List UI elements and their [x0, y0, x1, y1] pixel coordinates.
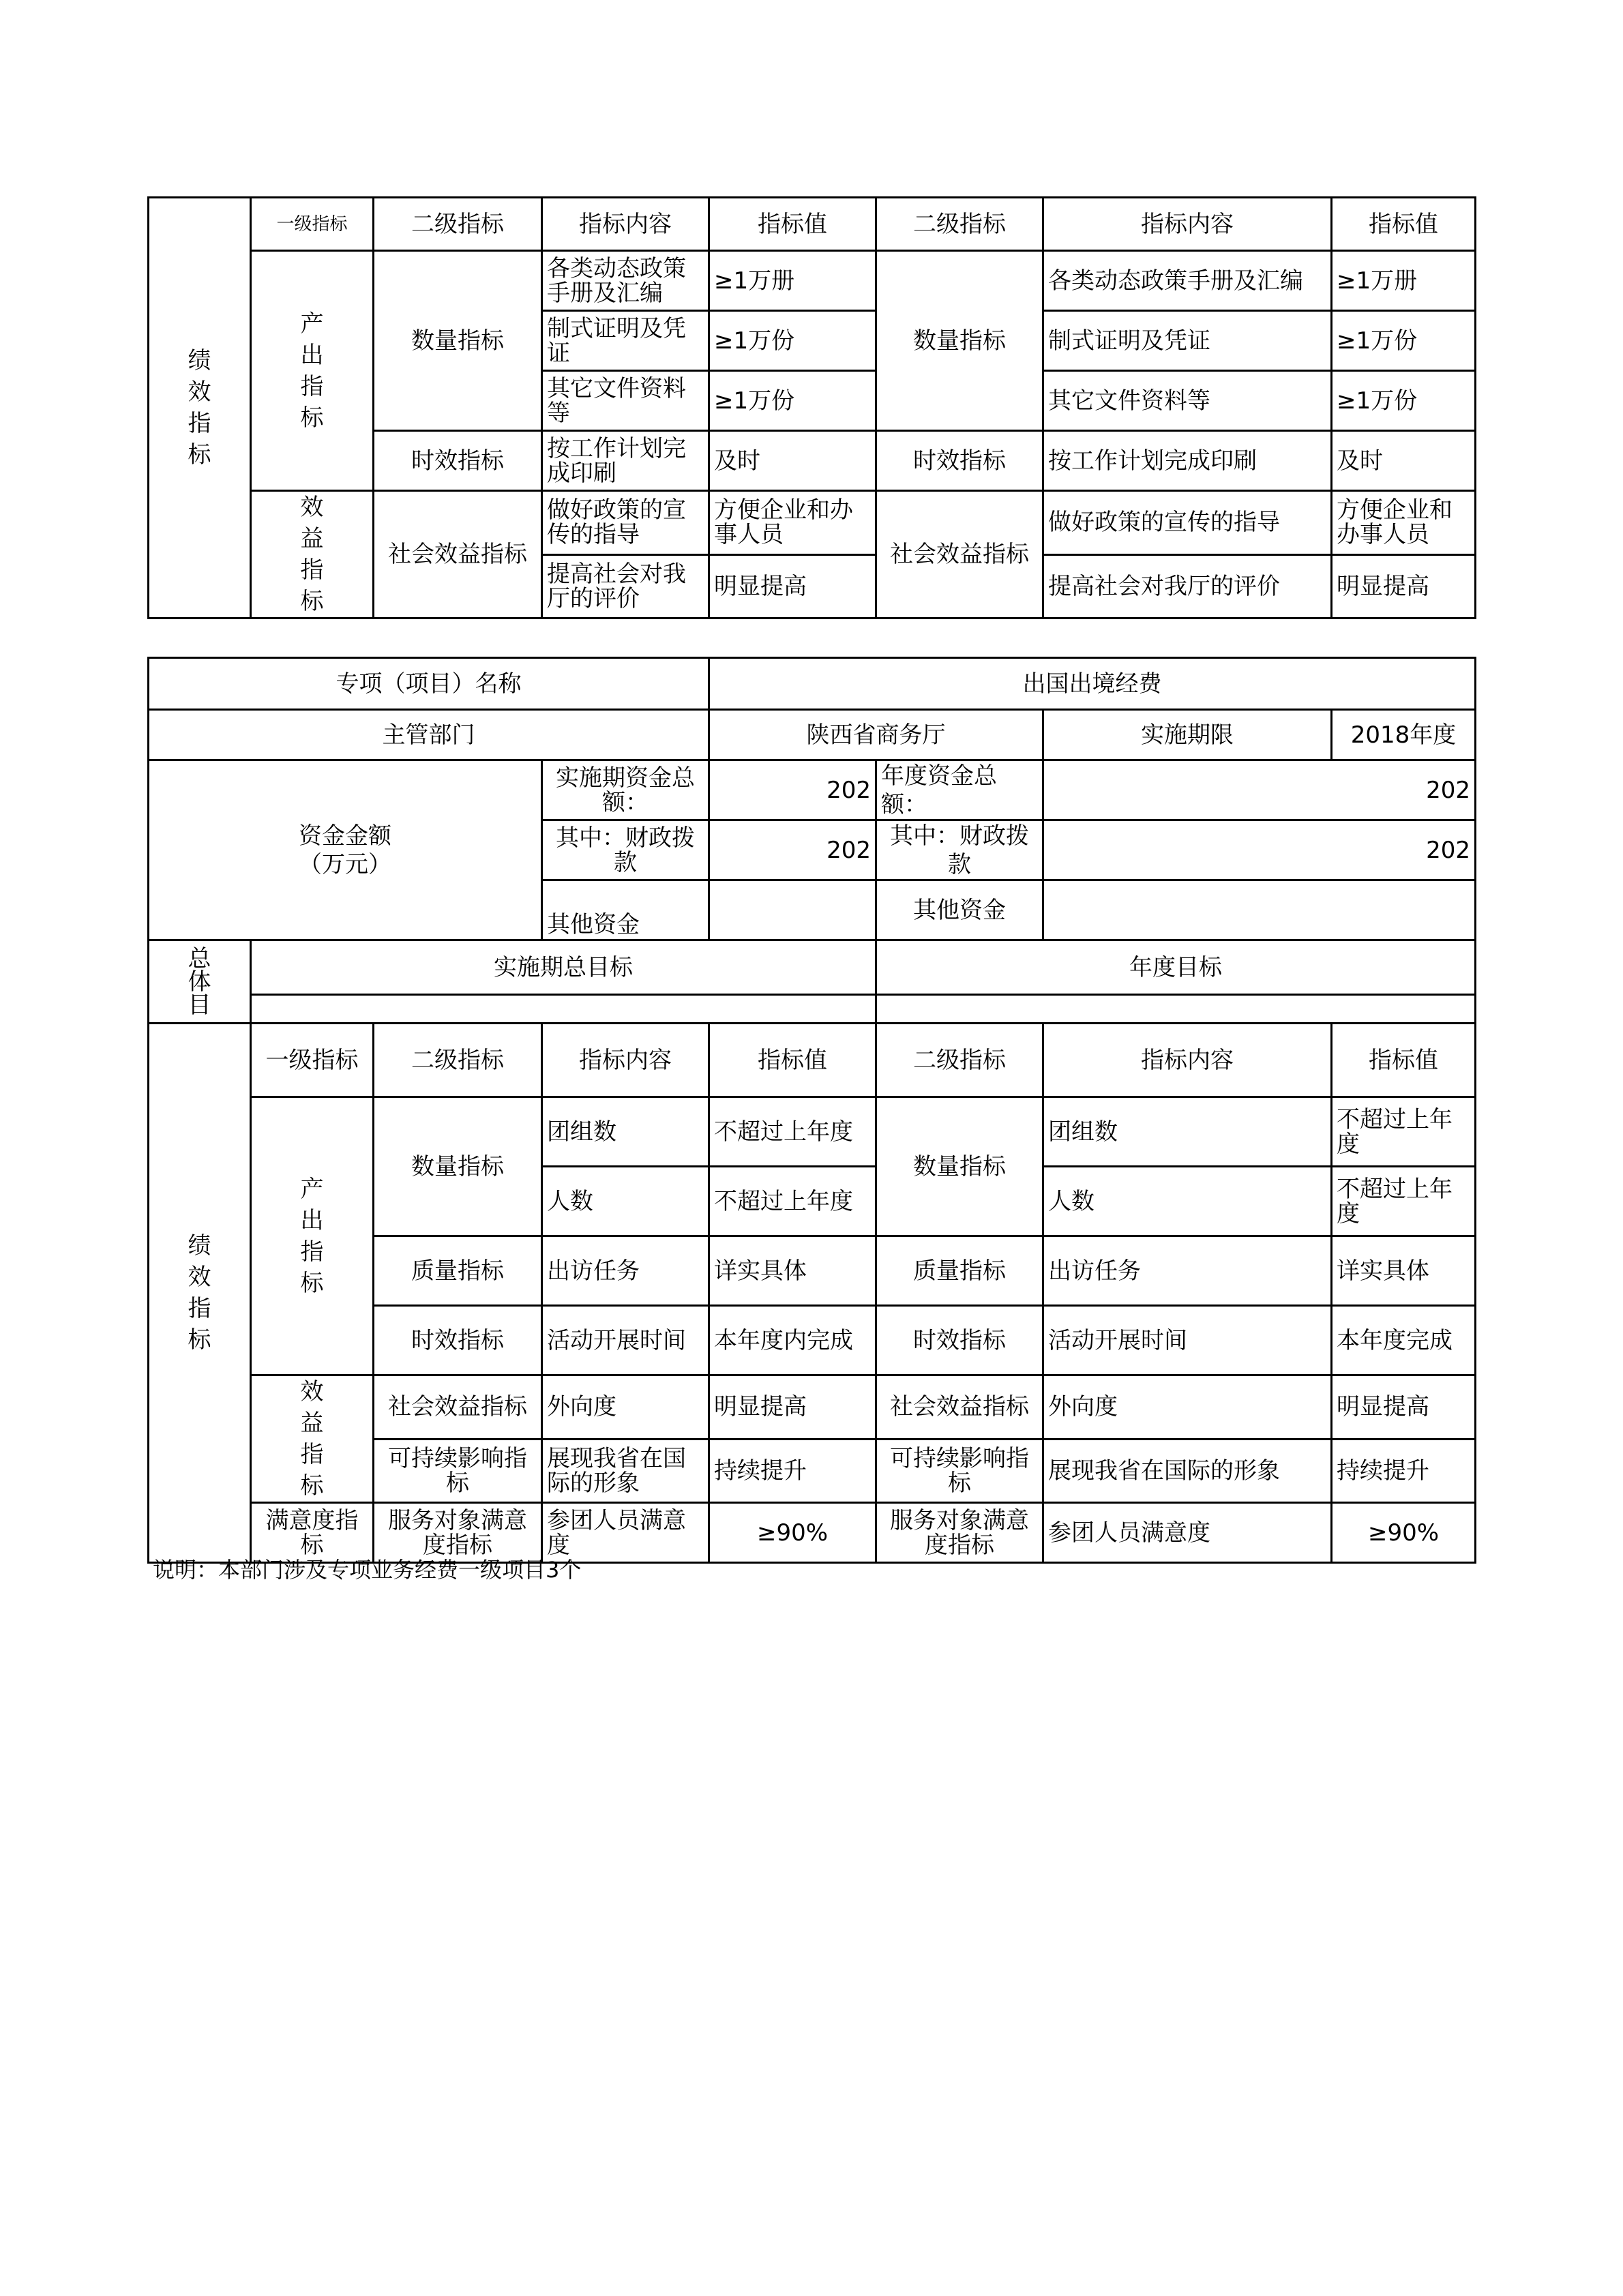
project-name-label: 专项（项目）名称 — [149, 658, 709, 710]
sustainability-label: 可持续影响指标 — [374, 1439, 542, 1503]
timeliness-indicator-label: 时效指标 — [374, 1306, 542, 1375]
indicator-value: 持续提升 — [709, 1439, 876, 1503]
indicator-content-annual: 提高社会对我厅的评价 — [1043, 554, 1332, 618]
indicator-value: 不超过上年度 — [709, 1167, 876, 1236]
fiscal-funds-label: 其中：财政拨款 — [542, 820, 709, 880]
indicator-value: ≥90% — [709, 1503, 876, 1563]
indicator-value: 明显提高 — [709, 1375, 876, 1440]
goal-annual-label: 年度目标 — [876, 940, 1476, 995]
indicator-value-annual: 不超过上年度 — [1332, 1097, 1476, 1167]
indicator-value-annual: 不超过上年度 — [1332, 1167, 1476, 1236]
indicator-content: 人数 — [542, 1167, 709, 1236]
indicator-value-annual: 持续提升 — [1332, 1439, 1476, 1503]
quantity-indicator-label-annual: 数量指标 — [876, 251, 1043, 431]
output-indicator-label: 产 出 指 标 — [251, 1097, 374, 1375]
social-benefit-label-annual: 社会效益指标 — [876, 1375, 1043, 1440]
dept-label: 主管部门 — [149, 710, 709, 760]
indicator-value: 不超过上年度 — [709, 1097, 876, 1167]
other-funds-value-annual — [1043, 880, 1476, 940]
indicator-content-annual: 团组数 — [1043, 1097, 1332, 1167]
quantity-indicator-label: 数量指标 — [374, 1097, 542, 1236]
funds-label — [149, 760, 542, 940]
header-level1: 一级指标 — [251, 1024, 374, 1097]
indicator-value-annual: ≥90% — [1332, 1503, 1476, 1563]
indicator-value: ≥1万册 — [709, 251, 876, 311]
indicator-value: 本年度内完成 — [709, 1306, 876, 1375]
period-label: 实施期限 — [1043, 710, 1332, 760]
other-funds-label-annual: 其他资金 — [876, 880, 1043, 940]
indicator-content: 各类动态政策手册及汇编 — [542, 251, 709, 311]
project-table — [147, 657, 1476, 1564]
satisfaction-sub-label: 服务对象满意度指标 — [374, 1503, 542, 1563]
timeliness-indicator-label-annual: 时效指标 — [876, 1306, 1043, 1375]
header-content-annual: 指标内容 — [1043, 1024, 1332, 1097]
header-value-annual: 指标值 — [1332, 1024, 1476, 1097]
indicator-content: 做好政策的宣传的指导 — [542, 491, 709, 555]
indicator-value-annual: ≥1万份 — [1332, 371, 1476, 431]
goal-annual-content — [876, 995, 1476, 1024]
fiscal-funds-label-annual: 其中：财政拨款 — [876, 820, 1043, 880]
indicator-value-annual: 及时 — [1332, 431, 1476, 491]
goal-period-label: 实施期总目标 — [251, 940, 876, 995]
quality-indicator-label: 质量指标 — [374, 1236, 542, 1306]
indicator-value-annual: ≥1万册 — [1332, 251, 1476, 311]
indicator-content-annual: 展现我省在国际的形象 — [1043, 1439, 1332, 1503]
footnote: 说明：本部门涉及专项业务经费一级项目3个 — [153, 1557, 582, 1583]
sustainability-label-annual: 可持续影响指标 — [876, 1439, 1043, 1503]
indicator-content: 参团人员满意度 — [542, 1503, 709, 1563]
indicator-value-annual: 本年度完成 — [1332, 1306, 1476, 1375]
indicator-value: 方便企业和办事人员 — [709, 491, 876, 555]
indicator-content: 提高社会对我厅的评价 — [542, 554, 709, 618]
indicator-value-annual: 方便企业和办事人员 — [1332, 491, 1476, 555]
indicator-content-annual: 按工作计划完成印刷 — [1043, 431, 1332, 491]
header-level1: 一级指标 — [251, 198, 374, 251]
header-content: 指标内容 — [542, 1024, 709, 1097]
funds-label-text: 资金金额（万元） — [299, 822, 391, 878]
indicator-content: 活动开展时间 — [542, 1306, 709, 1375]
header-value: 指标值 — [709, 1024, 876, 1097]
indicator-value: ≥1万份 — [709, 311, 876, 371]
timeliness-indicator-label-annual: 时效指标 — [876, 431, 1043, 491]
indicator-content-annual: 各类动态政策手册及汇编 — [1043, 251, 1332, 311]
benefit-indicator-label: 效 益 指 标 — [251, 1375, 374, 1503]
indicator-value-annual: 明显提高 — [1332, 1375, 1476, 1440]
goal-period-content — [251, 995, 876, 1024]
satisfaction-sub-label-annual: 服务对象满意度指标 — [876, 1503, 1043, 1563]
quantity-indicator-label-annual: 数量指标 — [876, 1097, 1043, 1236]
social-benefit-label: 社会效益指标 — [374, 491, 542, 618]
quality-indicator-label-annual: 质量指标 — [876, 1236, 1043, 1306]
indicator-content: 其它文件资料等 — [542, 371, 709, 431]
fiscal-funds-value-annual: 202 — [1043, 820, 1476, 880]
overall-goal-side-label: 总 体 目 — [149, 940, 251, 1024]
header-level2: 二级指标 — [374, 1024, 542, 1097]
header-level2-annual: 二级指标 — [876, 198, 1043, 251]
indicator-content-annual: 外向度 — [1043, 1375, 1332, 1440]
indicator-value-annual: ≥1万份 — [1332, 311, 1476, 371]
header-level2-annual: 二级指标 — [876, 1024, 1043, 1097]
indicator-content-annual: 其它文件资料等 — [1043, 371, 1332, 431]
project-name: 出国出境经费 — [709, 658, 1476, 710]
indicator-content: 外向度 — [542, 1375, 709, 1440]
indicator-content-annual: 制式证明及凭证 — [1043, 311, 1332, 371]
indicator-content: 按工作计划完成印刷 — [542, 431, 709, 491]
header-level2: 二级指标 — [374, 198, 542, 251]
other-funds-value — [709, 880, 876, 940]
performance-side-label: 绩 效 指 标 — [149, 1024, 251, 1563]
header-content: 指标内容 — [542, 198, 709, 251]
indicator-value: 详实具体 — [709, 1236, 876, 1306]
indicator-content-annual: 活动开展时间 — [1043, 1306, 1332, 1375]
indicator-content-annual: 人数 — [1043, 1167, 1332, 1236]
performance-table-1 — [147, 196, 1476, 619]
period-value: 2018年度 — [1332, 710, 1476, 760]
dept-value: 陕西省商务厅 — [709, 710, 1043, 760]
indicator-value: 明显提高 — [709, 554, 876, 618]
header-content-annual: 指标内容 — [1043, 198, 1332, 251]
indicator-content: 展现我省在国际的形象 — [542, 1439, 709, 1503]
total-period-funds-value: 202 — [709, 760, 876, 820]
benefit-indicator-label: 效 益 指 标 — [251, 491, 374, 618]
indicator-content-annual: 参团人员满意度 — [1043, 1503, 1332, 1563]
indicator-content-annual: 做好政策的宣传的指导 — [1043, 491, 1332, 555]
indicator-content: 团组数 — [542, 1097, 709, 1167]
indicator-content-annual: 出访任务 — [1043, 1236, 1332, 1306]
header-value: 指标值 — [709, 198, 876, 251]
social-benefit-label-annual: 社会效益指标 — [876, 491, 1043, 618]
annual-total-funds-value: 202 — [1043, 760, 1476, 820]
indicator-value-annual: 明显提高 — [1332, 554, 1476, 618]
satisfaction-indicator-label: 满意度指标 — [251, 1503, 374, 1563]
total-period-funds-label: 实施期资金总额： — [542, 760, 709, 820]
output-indicator-label: 产 出 指 标 — [251, 251, 374, 491]
quantity-indicator-label: 数量指标 — [374, 251, 542, 431]
other-funds-label: 其他资金 — [542, 880, 709, 940]
indicator-value: 及时 — [709, 431, 876, 491]
annual-total-funds-label: 年度资金总额： — [876, 760, 1043, 820]
performance-side-label: 绩 效 指 标 — [149, 198, 251, 618]
timeliness-indicator-label: 时效指标 — [374, 431, 542, 491]
indicator-value-annual: 详实具体 — [1332, 1236, 1476, 1306]
indicator-content: 出访任务 — [542, 1236, 709, 1306]
indicator-value: ≥1万份 — [709, 371, 876, 431]
indicator-content: 制式证明及凭证 — [542, 311, 709, 371]
social-benefit-label: 社会效益指标 — [374, 1375, 542, 1440]
fiscal-funds-value: 202 — [709, 820, 876, 880]
header-value-annual: 指标值 — [1332, 198, 1476, 251]
